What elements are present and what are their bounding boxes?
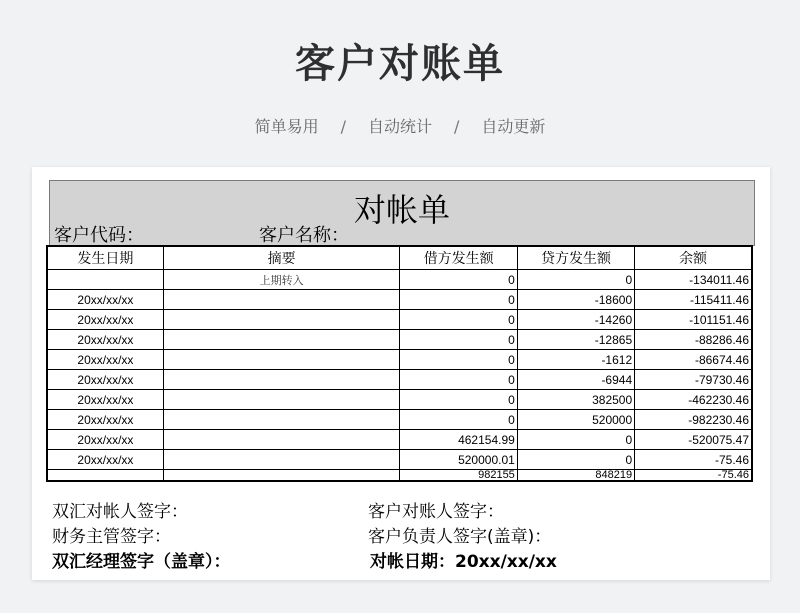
total-debit: 982155 bbox=[400, 470, 517, 482]
total-balance: -75.46 bbox=[635, 470, 752, 482]
tag-separator: / bbox=[454, 117, 460, 136]
statement-title: 对帐单 bbox=[353, 191, 450, 229]
tagline bbox=[0, 114, 800, 137]
cell-credit: -18600 bbox=[517, 290, 634, 310]
cell-balance: -86674.46 bbox=[635, 350, 752, 370]
cell-debit: 0 bbox=[400, 310, 517, 330]
cell-summary bbox=[163, 290, 400, 310]
total-summary bbox=[163, 470, 400, 482]
table-row bbox=[47, 310, 752, 330]
cell-credit: -6944 bbox=[517, 370, 634, 390]
cell-balance: -982230.46 bbox=[635, 410, 752, 430]
cell-credit: 382500 bbox=[517, 390, 634, 410]
page-title: 客户对账单 bbox=[295, 41, 505, 87]
cell-summary bbox=[163, 390, 400, 410]
cell-balance: -75.46 bbox=[635, 450, 752, 470]
tag-separator: / bbox=[340, 117, 346, 136]
cell-credit: 0 bbox=[517, 270, 634, 290]
cell-debit: 0 bbox=[400, 370, 517, 390]
table-row bbox=[47, 430, 752, 450]
cell-balance: -520075.47 bbox=[635, 430, 752, 450]
cell-summary bbox=[163, 430, 400, 450]
table-row bbox=[47, 350, 752, 370]
cell-date: 20xx/xx/xx bbox=[47, 430, 163, 450]
cell-summary bbox=[163, 450, 400, 470]
table-row bbox=[47, 450, 752, 470]
cell-date: 20xx/xx/xx bbox=[47, 330, 163, 350]
cell-summary bbox=[163, 410, 400, 430]
customer-code-label: 客户代码： bbox=[54, 225, 144, 246]
cell-date: 20xx/xx/xx bbox=[47, 390, 163, 410]
cell-date bbox=[47, 270, 163, 290]
cell-credit: -1612 bbox=[517, 350, 634, 370]
cell-date: 20xx/xx/xx bbox=[47, 310, 163, 330]
cell-balance: -88286.46 bbox=[635, 330, 752, 350]
cell-debit: 462154.99 bbox=[400, 430, 517, 450]
table-row bbox=[47, 390, 752, 410]
cell-date: 20xx/xx/xx bbox=[47, 410, 163, 430]
col-header-balance: 余额 bbox=[635, 246, 752, 270]
cell-credit: 520000 bbox=[517, 410, 634, 430]
title-band bbox=[49, 180, 755, 246]
cell-debit: 0 bbox=[400, 290, 517, 310]
cell-debit: 0 bbox=[400, 330, 517, 350]
cell-balance: -115411.46 bbox=[635, 290, 752, 310]
cell-balance: -79730.46 bbox=[635, 370, 752, 390]
cell-summary bbox=[163, 350, 400, 370]
col-header-date: 发生日期 bbox=[47, 246, 163, 270]
customer-reconciler-signature-label: 客户对账人签字： bbox=[368, 502, 504, 522]
cell-debit: 0 bbox=[400, 410, 517, 430]
customer-name-label: 客户名称： bbox=[259, 225, 349, 246]
statement-date-label: 对帐日期：20xx/xx/xx bbox=[370, 552, 557, 572]
total-credit: 848219 bbox=[517, 470, 634, 482]
cell-date: 20xx/xx/xx bbox=[47, 350, 163, 370]
cell-debit: 520000.01 bbox=[400, 450, 517, 470]
table-row bbox=[47, 290, 752, 310]
tag-easy: 简单易用 bbox=[254, 117, 319, 136]
cell-summary bbox=[163, 310, 400, 330]
total-date bbox=[47, 470, 163, 482]
statement-sheet bbox=[32, 167, 770, 580]
col-header-credit: 贷方发生额 bbox=[517, 246, 634, 270]
table-row bbox=[47, 270, 752, 290]
cell-credit: 0 bbox=[517, 430, 634, 450]
table-total-row bbox=[47, 470, 752, 482]
tag-auto-update: 自动更新 bbox=[481, 117, 546, 136]
cell-balance: -101151.46 bbox=[635, 310, 752, 330]
cell-credit: -14260 bbox=[517, 310, 634, 330]
cell-date: 20xx/xx/xx bbox=[47, 290, 163, 310]
col-header-summary: 摘要 bbox=[163, 246, 400, 270]
cell-debit: 0 bbox=[400, 350, 517, 370]
our-manager-signature-label: 双汇经理签字（盖章）： bbox=[52, 552, 231, 572]
tag-auto-stats: 自动统计 bbox=[367, 117, 432, 136]
cell-debit: 0 bbox=[400, 270, 517, 290]
cell-date: 20xx/xx/xx bbox=[47, 370, 163, 390]
table-row bbox=[47, 330, 752, 350]
cell-summary: 上期转入 bbox=[163, 270, 400, 290]
cell-balance: -462230.46 bbox=[635, 390, 752, 410]
ledger-table bbox=[46, 245, 753, 482]
col-header-debit: 借方发生额 bbox=[400, 246, 517, 270]
cell-balance: -134011.46 bbox=[635, 270, 752, 290]
table-row bbox=[47, 410, 752, 430]
cell-credit: -12865 bbox=[517, 330, 634, 350]
table-header-row bbox=[47, 246, 752, 270]
customer-manager-signature-label: 客户负责人签字(盖章)： bbox=[368, 527, 552, 547]
table-row bbox=[47, 370, 752, 390]
cell-summary bbox=[163, 370, 400, 390]
our-reconciler-signature-label: 双汇对帐人签字： bbox=[52, 502, 188, 522]
cell-debit: 0 bbox=[400, 390, 517, 410]
cell-summary bbox=[163, 330, 400, 350]
cell-date: 20xx/xx/xx bbox=[47, 450, 163, 470]
finance-supervisor-signature-label: 财务主管签字： bbox=[52, 527, 171, 547]
cell-credit: 0 bbox=[517, 450, 634, 470]
